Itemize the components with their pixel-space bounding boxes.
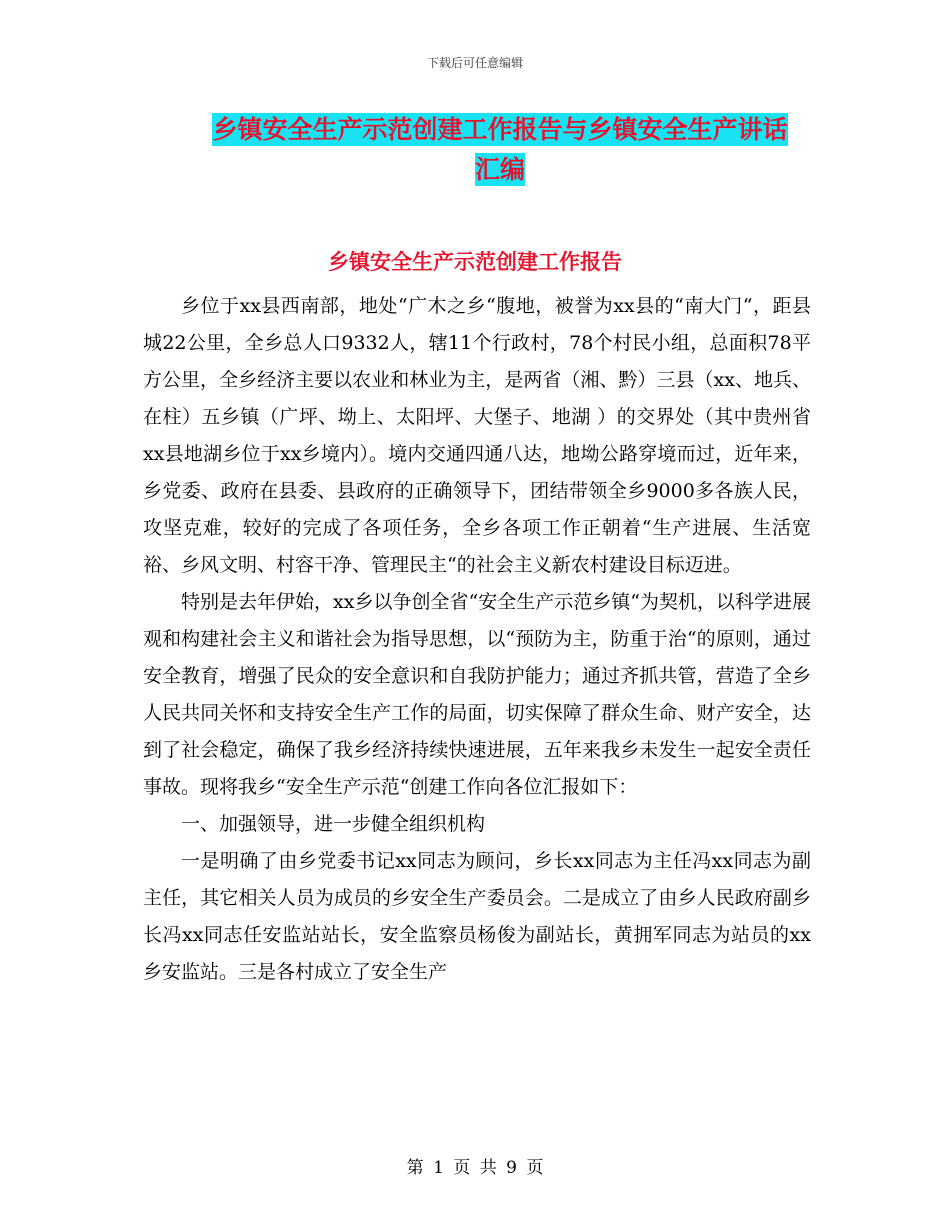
section-title: 乡镇安全生产示范创建工作报告 [328,250,622,274]
document-body [143,288,811,991]
document-title-line2: 汇编 [474,155,525,184]
document-title [190,110,810,190]
paragraph-heading: 一、加强领导，进一步健全组织机构 [181,813,486,835]
page-number: 第 1 页 共 9 页 [406,1158,544,1178]
header-note: 下载后可任意编辑 [426,56,523,70]
paragraph: 一是明确了由乡党委书记xx同志为顾问，乡长xx同志为主任冯xx同志为副主任，其它相关人员为成员的乡安全生产委员会。二是成立了由乡人民政府副乡长冯xx同志任安监站站长，安全监察员杨俊为副站长，黄拥军同志为站员的xx乡安监站。三是各村成立了安全生产 [143,850,811,983]
document-title-line1: 乡镇安全生产示范创建工作报告与乡镇安全生产讲话 [212,115,788,144]
paragraph: 特别是去年伊始，xx乡以争创全省“安全生产示范乡镇“为契机，以科学进展观和构建社会主义和谐社会为指导思想，以“预防为主，防重于治“的原则，通过安全教育，增强了民众的安全意识和自我防护能力；通过齐抓共管，营造了全乡人民共同关怀和支持安全生产工作的局面，切实保障了群众生命、财产安全，达到了社会稳定，确保了我乡经济持续快速进展，五年来我乡未发生一起安全责任事故。现将我乡“安全生产示范“创建工作向各位汇报如下： [143,591,811,798]
paragraph: 乡位于xx县西南部，地处“广木之乡“腹地，被誉为xx县的“南大门“，距县城22公里，全乡总人口9332人，辖11个行政村，78个村民小组，总面积78平方公里，全乡经济主要以农业和林业为主，是两省（湘、黔）三县（xx、地兵、在柱）五乡镇（广坪、坳上、太阳坪、大堡子、地湖 ）的交界处（其中贵州省xx县地湖乡位于xx乡境内）。境内交通四通八达，地坳公路穿境而过，近年来，乡党委、政府在县委、县政府的正确领导下，团结带领全乡9000多各族人民，攻坚克难，较好的完成了各项任务，全乡各项工作正朝着“生产进展、生活宽裕、乡风文明、村容干净、管理民主“的社会主义新农村建设目标迈进。 [143,295,811,576]
